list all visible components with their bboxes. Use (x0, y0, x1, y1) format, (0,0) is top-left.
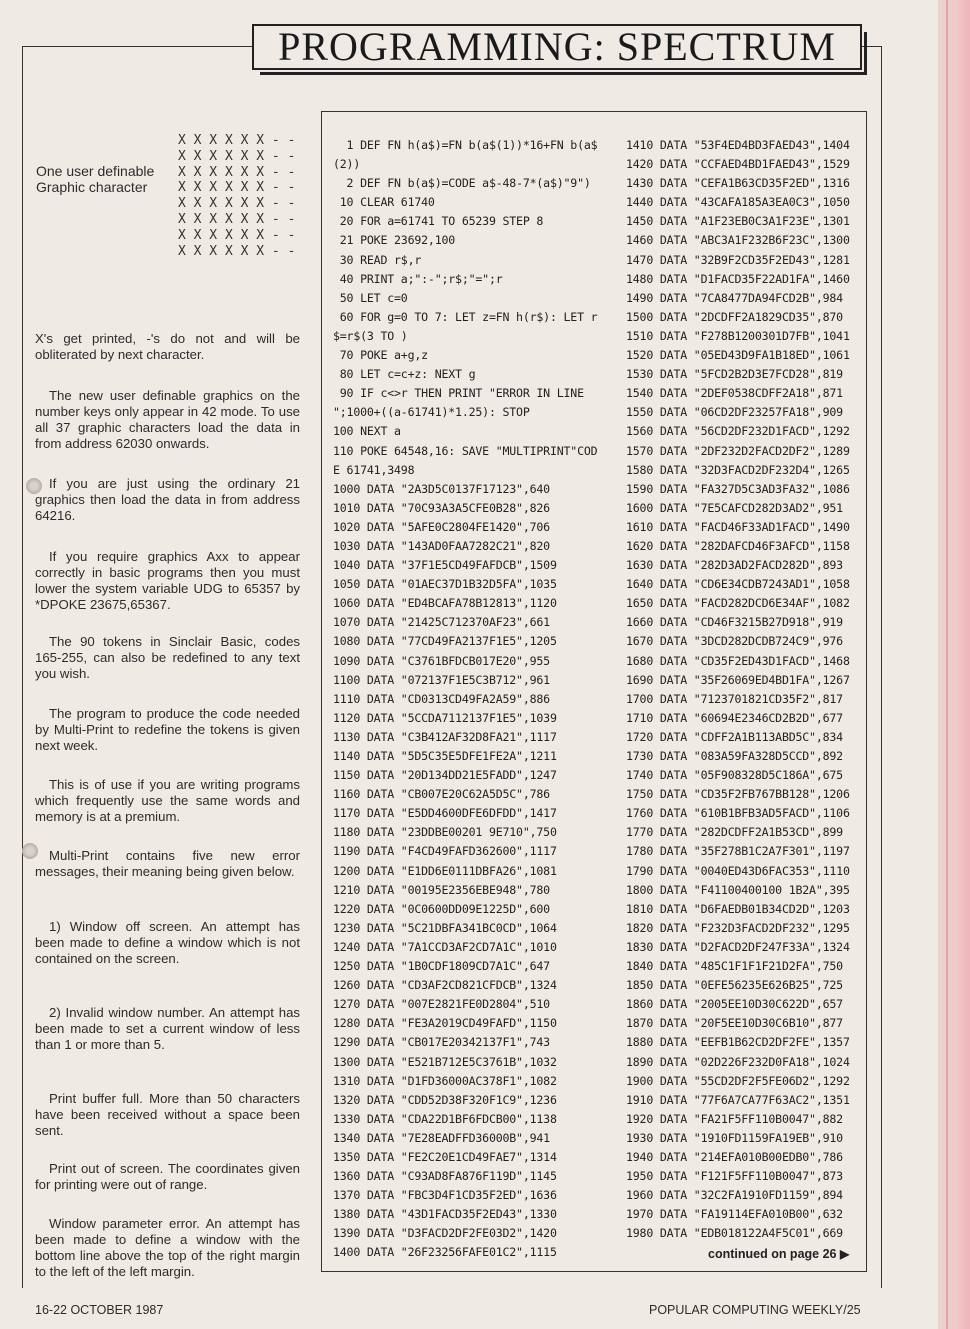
article-paragraph: Print out of screen. The coordinates given for printing were out of range. (35, 1161, 300, 1192)
listing-line: 1850 DATA "0EFE56235E626B25",725 (626, 978, 843, 993)
listing-line: 1840 DATA "485C1F1F1F21D2FA",750 (626, 959, 843, 974)
continued-note (708, 1247, 849, 1261)
listing-line: 1140 DATA "5D5C35E5DFE1FE2A",1211 (333, 749, 557, 763)
listing-line: 1110 DATA "CD0313CD49FA2A59",886 (333, 691, 550, 706)
article-paragraph: This is of use if you are writing programs which frequently use the same words and memory is at a premium. (35, 777, 300, 824)
listing-line: 1740 DATA "05F908328D5C186A",675 (626, 768, 843, 783)
listing-line: 100 NEXT a (333, 424, 401, 439)
listing-line: 70 POKE a+g,z (333, 348, 428, 363)
listing-line: 1440 DATA "43CAFA185A3EA0C3",1050 (626, 195, 850, 210)
page-title: PROGRAMMING: SPECTRUM (278, 24, 836, 69)
listing-line: 1280 DATA "FE3A2019CD49FAFD",1150 (333, 1016, 557, 1031)
listing-line: 1450 DATA "A1F23EB0C3A1F23E",1301 (626, 214, 850, 229)
listing-line: (2)) (333, 157, 361, 172)
listing-line: 1500 DATA "2DCDFF2A1829CD35",870 (626, 309, 843, 324)
listing-line: 1820 DATA "F232D3FACD2DF232",1295 (626, 920, 850, 935)
frame-top-rule-right (862, 46, 882, 47)
listing-line: 1170 DATA "E5DD4600DFE6DFDD",1417 (333, 806, 557, 821)
listing-line: 1910 DATA "77F6A7CA77F63AC2",1351 (626, 1092, 850, 1107)
listing-line: 1560 DATA "56CD2DF232D1FACD",1292 (626, 424, 850, 439)
listing-line: 1720 DATA "CDFF2A1B113ABD5C",834 (626, 729, 843, 744)
listing-line: 1970 DATA "FA19114EFA010B00",632 (626, 1207, 843, 1222)
listing-line: 1480 DATA "D1FACD35F22AD1FA",1460 (626, 271, 850, 286)
listing-line: 1930 DATA "1910FD1159FA19EB",910 (626, 1130, 843, 1145)
udg-row: X X X X X X - - (178, 164, 296, 180)
article-paragraph: Window parameter error. An attempt has been made to define a window with the bottom line above the top of the right margin to the left of the left margin. (35, 1216, 300, 1279)
listing-line: 1750 DATA "CD35F2FB767BB128",1206 (626, 787, 850, 802)
listing-line: 1380 DATA "43D1FACD35F2ED43",1330 (333, 1207, 557, 1222)
listing-line: 1400 DATA "26F23256FAFE01C2",1115 (333, 1245, 557, 1260)
listing-line: 1060 DATA "ED4BCAFA78B12813",1120 (333, 596, 557, 611)
listing-line: 1190 DATA "F4CD49FAFD362600",1117 (333, 844, 557, 859)
footer-magazine: POPULAR COMPUTING WEEKLY/25 (649, 1303, 861, 1317)
page-edge (938, 0, 970, 1329)
listing-line: 1940 DATA "214EFA010B00EDB0",786 (626, 1149, 843, 1164)
listing-line: 1340 DATA "7E28EADFFD36000B",941 (333, 1130, 550, 1145)
listing-line: 1870 DATA "20F5EE10D30C6B10",877 (626, 1016, 843, 1031)
listing-line: 1610 DATA "FACD46F33AD1FACD",1490 (626, 519, 850, 534)
udg-row: X X X X X X - - (178, 227, 296, 243)
listing-line: 1810 DATA "D6FAEDB01B34CD2D",1203 (626, 901, 850, 916)
frame-left-rule (22, 46, 23, 1288)
listing-line: 1220 DATA "0C0600DD09E1225D",600 (333, 901, 550, 916)
listing-line: 1630 DATA "282D3AD2FACD282D",893 (626, 558, 843, 573)
listing-line: 1620 DATA "282DAFCD46F3AFCD",1158 (626, 538, 850, 553)
page-edge-line (946, 0, 948, 1329)
title-box (252, 24, 862, 70)
listing-line: 1650 DATA "FACD282DCD6E34AF",1082 (626, 596, 850, 611)
listing-line: 1760 DATA "610B1BFB3AD5FACD",1106 (626, 806, 850, 821)
listing-line: 1410 DATA "53F4ED4BD3FAED43",1404 (626, 138, 850, 152)
listing-line: 1790 DATA "0040ED43D6FAC353",1110 (626, 863, 850, 878)
listing-line: 60 FOR g=0 TO 7: LET z=FN h(r$): LET r (333, 309, 598, 324)
listing-column-left (333, 136, 623, 1263)
listing-line: 1030 DATA "143AD0FAA7282C21",820 (333, 538, 550, 553)
article-paragraph: The new user definable graphics on the number keys only appear in 42 mode. To use all 37 graphic characters load the data in from address 62030 onwards. (35, 388, 300, 451)
listing-line: 1670 DATA "3DCD282DCDB724C9",976 (626, 634, 843, 649)
listing-line: 1640 DATA "CD6E34CDB7243AD1",1058 (626, 577, 850, 592)
listing-line: 1600 DATA "7E5CAFCD282D3AD2",951 (626, 500, 843, 515)
listing-line: 1860 DATA "2005EE10D30C622D",657 (626, 997, 843, 1012)
listing-line: E 61741,3498 (333, 462, 415, 477)
article-paragraph: The program to produce the code needed by Multi-Print to redefine the tokens is given next week. (35, 706, 300, 753)
frame-top-rule (22, 46, 252, 47)
play-arrow-icon: ▶ (839, 1247, 850, 1261)
article-paragraph: 2) Invalid window number. An attempt has been made to set a current window of less than 1 or more than 5. (35, 1005, 300, 1052)
listing-line: 1130 DATA "C3B412AF32D8FA21",1117 (333, 729, 557, 744)
listing-line: $=r$(3 TO ) (333, 328, 408, 343)
listing-line: 1800 DATA "F41100400100 1B2A",395 (626, 882, 850, 897)
udg-row: X X X X X X - - (178, 196, 296, 212)
listing-line: 1100 DATA "072137F1E5C3B712",961 (333, 672, 550, 687)
listing-line: 1660 DATA "CD46F3215B27D918",919 (626, 615, 843, 630)
udg-row: X X X X X X - - (178, 148, 296, 164)
article-paragraph: Print buffer full. More than 50 characters have been received without a space been sent. (35, 1091, 300, 1138)
listing-line: ";1000+((a-61741)*1.25): STOP (333, 405, 530, 420)
listing-line: 1070 DATA "21425C712370AF23",661 (333, 615, 550, 630)
listing-line: 1420 DATA "CCFAED4BD1FAED43",1529 (626, 157, 850, 172)
listing-line: 1240 DATA "7A1CCD3AF2CD7A1C",1010 (333, 939, 557, 954)
listing-line: 1300 DATA "E521B712E5C3761B",1032 (333, 1054, 557, 1069)
listing-line: 1270 DATA "007E2821FE0D2804",510 (333, 997, 550, 1012)
listing-line: 1310 DATA "D1FD36000AC378F1",1082 (333, 1073, 557, 1088)
listing-line: 1830 DATA "D2FACD2DF247F33A",1324 (626, 939, 850, 954)
listing-line: 1710 DATA "60694E2346CD2B2D",677 (626, 710, 843, 725)
article-paragraph: X's get printed, -'s do not and will be obliterated by next character. (35, 331, 300, 362)
listing-line: 10 CLEAR 61740 (333, 195, 435, 210)
udg-row: X X X X X X - - (178, 243, 296, 259)
listing-line: 1430 DATA "CEFA1B63CD35F2ED",1316 (626, 176, 850, 191)
listing-line: 21 POKE 23692,100 (333, 233, 456, 248)
listing-line: 1210 DATA "00195E2356EBE948",780 (333, 882, 550, 897)
listing-line: 20 FOR a=61741 TO 65239 STEP 8 (333, 214, 544, 229)
article-paragraph: If you are just using the ordinary 21 graphics then load the data in from address 64216. (35, 476, 300, 523)
listing-line: 1200 DATA "E1DD6E0111DBFA26",1081 (333, 863, 557, 878)
listing-line: 1080 DATA "77CD49FA2137F1E5",1205 (333, 634, 557, 649)
listing-line: 1350 DATA "FE2C20E1CD49FAE7",1314 (333, 1149, 557, 1164)
frame-right-rule (881, 46, 882, 1288)
listing-line: 1580 DATA "32D3FACD2DF232D4",1265 (626, 462, 850, 477)
listing-line: 1530 DATA "5FCD2B2D3E7FCD28",819 (626, 367, 843, 382)
listing-line: 1390 DATA "D3FACD2DF2FE03D2",1420 (333, 1226, 557, 1241)
listing-line: 1700 DATA "7123701821CD35F2",817 (626, 691, 843, 706)
listing-line: 1980 DATA "EDB018122A4F5C01",669 (626, 1226, 843, 1241)
udg-row: X X X X X X - - (178, 180, 296, 196)
listing-line: 1570 DATA "2DF232D2FACD2DF2",1289 (626, 443, 850, 458)
listing-line: 1780 DATA "35F278B1C2A7F301",1197 (626, 844, 850, 859)
article-paragraph: If you require graphics Axx to appear correctly in basic programs then you must lower the system variable UDG to 65357 by *DPOKE 23675,65367. (35, 549, 300, 612)
listing-line: 1360 DATA "C93AD8FA876F119D",1145 (333, 1169, 557, 1184)
listing-line: 1330 DATA "CDA22D1BF6FDCB00",1138 (333, 1111, 557, 1126)
listing-line: 1230 DATA "5C21DBFA341BC0CD",1064 (333, 920, 557, 935)
udg-grid (178, 133, 295, 259)
listing-line: 80 LET c=c+z: NEXT g (333, 367, 476, 382)
listing-line: 1260 DATA "CD3AF2CD821CFDCB",1324 (333, 978, 557, 993)
listing-line: 1150 DATA "20D134DD21E5FADD",1247 (333, 768, 557, 783)
listing-line: 1120 DATA "5CCDA7112137F1E5",1039 (333, 710, 557, 725)
listing-line: 1320 DATA "CDD52D38F320F1C9",1236 (333, 1092, 557, 1107)
listing-line: 1160 DATA "CB007E20C62A5D5C",786 (333, 787, 550, 802)
listing-line: 50 LET c=0 (333, 290, 408, 305)
udg-label: One user definable Graphic character (36, 163, 155, 195)
udg-row: X X X X X X - - (178, 133, 296, 148)
listing-line: 110 POKE 64548,16: SAVE "MULTIPRINT"COD (333, 443, 598, 458)
listing-line: 1730 DATA "083A59FA328D5CCD",892 (626, 749, 843, 763)
listing-line: 1890 DATA "02D226F232D0FA18",1024 (626, 1054, 850, 1069)
listing-line: 1090 DATA "C3761BFDCB017E20",955 (333, 653, 550, 668)
listing-column-right (626, 136, 862, 1243)
listing-line: 90 IF c<>r THEN PRINT "ERROR IN LINE (333, 386, 584, 401)
udg-row: X X X X X X - - (178, 211, 296, 227)
continued-text: continued on page 26 (708, 1247, 837, 1261)
listing-line: 1880 DATA "EEFB1B62CD2DF2FE",1357 (626, 1035, 850, 1050)
listing-line: 1950 DATA "F121F5FF110B0047",873 (626, 1169, 843, 1184)
footer-date: 16-22 OCTOBER 1987 (35, 1303, 164, 1317)
listing-line: 1520 DATA "05ED43D9FA1B18ED",1061 (626, 348, 850, 363)
listing-line: 1370 DATA "FBC3D4F1CD35F2ED",1636 (333, 1188, 557, 1203)
listing-line: 1900 DATA "55CD2DF2F5FE06D2",1292 (626, 1073, 850, 1088)
listing-line: 1290 DATA "CB017E20342137F1",743 (333, 1035, 550, 1050)
listing-line: 40 PRINT a;":-";r$;"=";r (333, 271, 503, 286)
listing-line: 1960 DATA "32C2FA1910FD1159",894 (626, 1188, 843, 1203)
listing-line: 2 DEF FN b(a$)=CODE a$-48-7*(a$)"9") (333, 176, 591, 191)
listing-line: 1000 DATA "2A3D5C0137F17123",640 (333, 481, 550, 496)
article-paragraph: 1) Window off screen. An attempt has been made to define a window which is not contained on the screen. (35, 919, 300, 966)
listing-line: 1920 DATA "FA21F5FF110B0047",882 (626, 1111, 843, 1126)
listing-line: 1490 DATA "7CA8477DA94FCD2B",984 (626, 290, 843, 305)
listing-line: 1470 DATA "32B9F2CD35F2ED43",1281 (626, 252, 850, 267)
listing-line: 30 READ r$,r (333, 252, 422, 267)
listing-line: 1690 DATA "35F26069ED4BD1FA",1267 (626, 672, 850, 687)
listing-line: 1550 DATA "06CD2DF23257FA18",909 (626, 405, 843, 420)
listing-line: 1460 DATA "ABC3A1F232B6F23C",1300 (626, 233, 850, 248)
listing-line: 1180 DATA "23DDBE00201 9E710",750 (333, 825, 557, 840)
article-paragraph: The 90 tokens in Sinclair Basic, codes 165-255, can also be redefined to any text you wish. (35, 634, 300, 681)
listing-line: 1020 DATA "5AFE0C2804FE1420",706 (333, 519, 550, 534)
listing-line: 1050 DATA "01AEC37D1B32D5FA",1035 (333, 577, 557, 592)
listing-line: 1250 DATA "1B0CDF1809CD7A1C",647 (333, 959, 550, 974)
listing-line: 1770 DATA "282DCDFF2A1B53CD",899 (626, 825, 843, 840)
listing-line: 1540 DATA "2DEF0538CDFF2A18",871 (626, 386, 843, 401)
listing-line: 1040 DATA "37F1E5CD49FAFDCB",1509 (333, 558, 557, 573)
listing-line: 1 DEF FN h(a$)=FN b(a$(1))*16+FN b(a$ (333, 138, 598, 152)
listing-line: 1590 DATA "FA327D5C3AD3FA32",1086 (626, 481, 850, 496)
article-paragraph: Multi-Print contains five new error messages, their meaning being given below. (35, 848, 300, 879)
listing-line: 1680 DATA "CD35F2ED43D1FACD",1468 (626, 653, 850, 668)
listing-line: 1010 DATA "70C93A3A5CFE0B28",826 (333, 500, 550, 515)
listing-line: 1510 DATA "F278B1200301D7FB",1041 (626, 328, 850, 343)
